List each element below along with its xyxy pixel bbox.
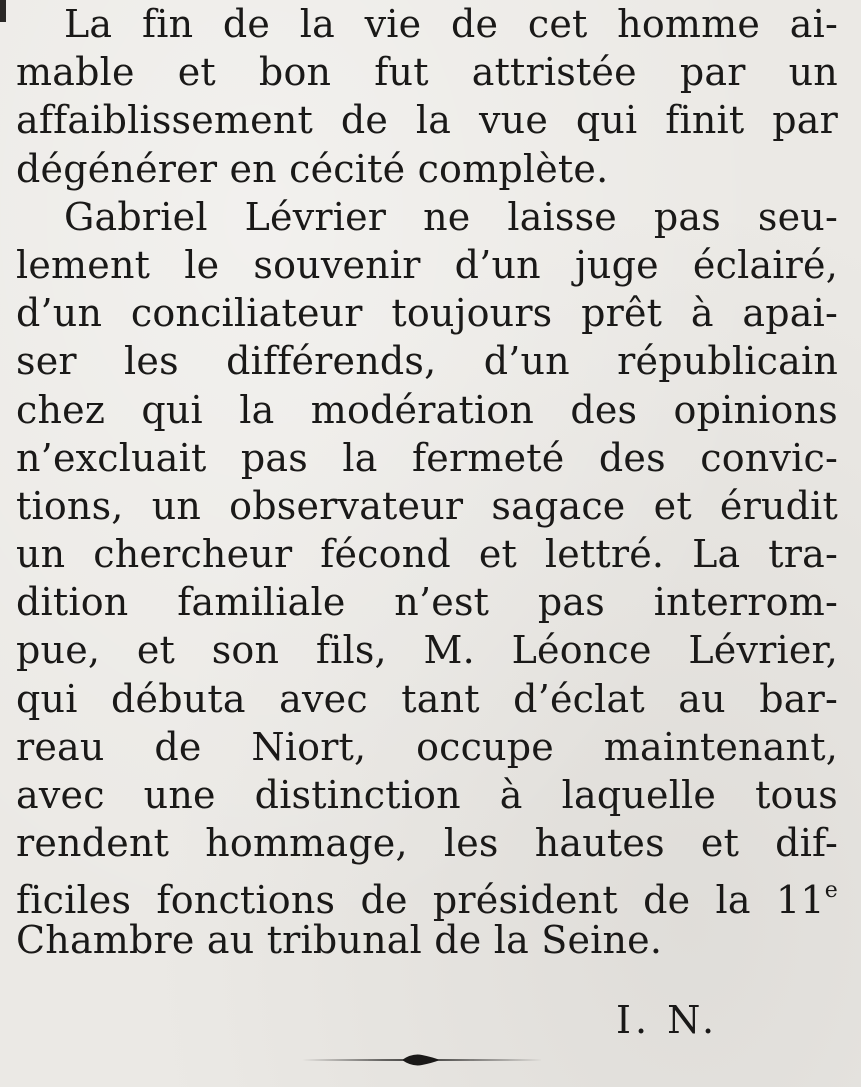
text-line: rendent hommage, les hautes et dif- (16, 821, 838, 866)
author-initials: I. N. (616, 998, 719, 1042)
text-line: avec une distinction à laquelle tous (16, 773, 838, 817)
text-line: d’un conciliateur toujours prêt à apai- (16, 291, 838, 336)
text-line: qui débuta avec tant d’éclat au bar- (16, 676, 838, 721)
text-line-with-superscript (16, 867, 838, 923)
text-line: affaiblissement de la vue qui finit par (16, 98, 838, 143)
text-line: reau de Niort, occupe maintenant, (16, 724, 838, 769)
article-column (16, 0, 838, 964)
text-line: lement le souvenir d’un juge éclairé, (16, 242, 838, 287)
ordinal-superscript: e (824, 878, 838, 904)
text-line: un chercheur fécond et lettré. La tra- (16, 532, 838, 577)
text-line: La fin de la vie de cet homme ai- (64, 2, 838, 46)
text-line: chez qui la modération des opinions (16, 387, 838, 432)
text-line: dégénérer en cécité complète. (16, 146, 609, 191)
text-line: mable et bon fut attristée par un (16, 50, 838, 95)
rule-left-stroke (302, 1059, 408, 1061)
text-line: Chambre au tribunal de la Seine. (16, 917, 663, 962)
text-line-main: ficiles fonctions de président de la 11 (16, 878, 825, 923)
text-line: Gabriel Lévrier ne laisse pas seu- (64, 194, 838, 239)
text-line: dition familiale n’est pas interrom- (16, 580, 838, 625)
text-line: ser les différends, d’un républicain (16, 339, 838, 384)
text-line: pue, et son fils, M. Léonce Lévrier, (16, 628, 838, 673)
text-line: n’excluait pas la fermeté des convic- (16, 435, 838, 480)
column-edge-mark (0, 0, 6, 22)
text-line: tions, un observateur sagace et érudit (16, 483, 838, 528)
decorative-rule-ornament (300, 1048, 545, 1072)
rule-right-stroke (434, 1059, 543, 1061)
